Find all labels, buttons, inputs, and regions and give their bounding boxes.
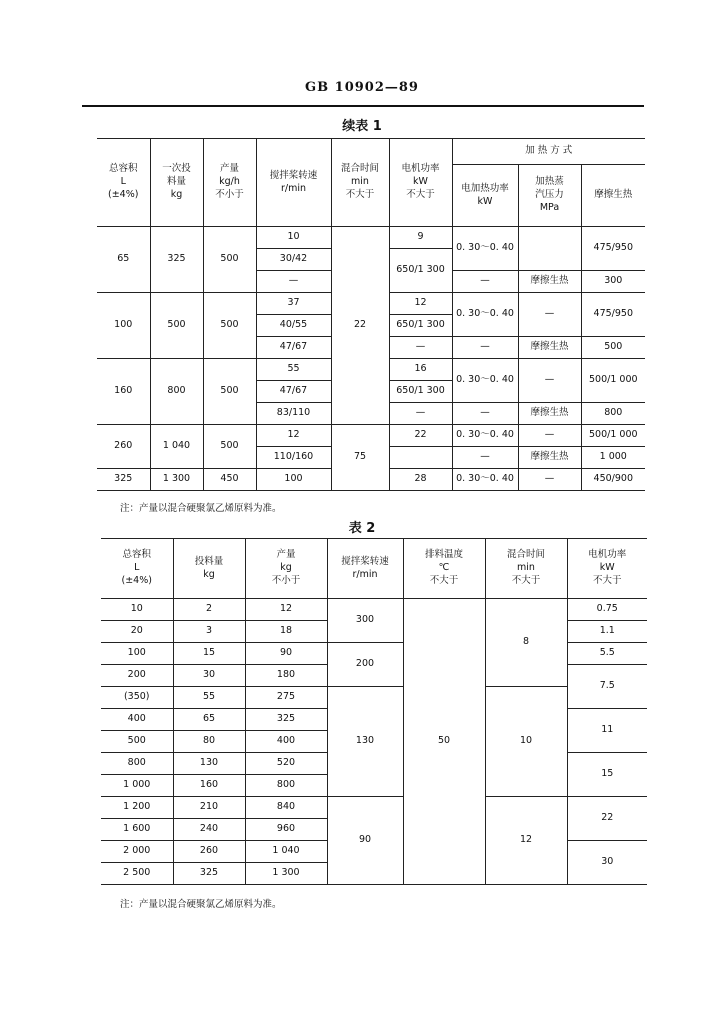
t1-speed: 83/110 xyxy=(256,403,331,425)
t2-motor: 15 xyxy=(567,753,647,797)
t1-electric: 0. 30～0. 40 xyxy=(452,227,518,271)
t2-mix-time: 10 xyxy=(485,687,567,797)
t1-steam: — xyxy=(518,359,581,403)
t1-motor: 28 xyxy=(389,469,452,491)
t2-volume: 1 000 xyxy=(101,775,173,797)
t2-output: 800 xyxy=(245,775,327,797)
t1-friction: 1 000 xyxy=(581,447,645,469)
t2-speed: 130 xyxy=(327,687,403,797)
t1-header-volume: 总容积 L (±4%) xyxy=(97,139,150,227)
t1-steam xyxy=(518,227,581,271)
t1-steam: 摩擦生热 xyxy=(518,447,581,469)
t2-output: 325 xyxy=(245,709,327,731)
t1-motor: 9 xyxy=(389,227,452,249)
t1-friction: 500/1 000 xyxy=(581,359,645,403)
t1-header-speed: 搅拌桨转速 r/min xyxy=(256,139,331,227)
t2-motor: 11 xyxy=(567,709,647,753)
t2-volume: 2 500 xyxy=(101,863,173,885)
t1-charge-65: 325 xyxy=(150,227,203,293)
t1-header-electric: 电加热功率 kW xyxy=(452,165,518,227)
t1-header-steam: 加热蒸 汽压力 MPa xyxy=(518,165,581,227)
t1-friction: 500/1 000 xyxy=(581,425,645,447)
t2-output: 180 xyxy=(245,665,327,687)
t1-friction: 450/900 xyxy=(581,469,645,491)
t1-speed: 47/67 xyxy=(256,381,331,403)
t1-output-160: 500 xyxy=(203,359,256,425)
t1-header-charge: 一次投 料量 kg xyxy=(150,139,203,227)
t1-charge-160: 800 xyxy=(150,359,203,425)
t2-output: 18 xyxy=(245,621,327,643)
t2-output: 1 300 xyxy=(245,863,327,885)
header-rule xyxy=(82,105,644,107)
t1-volume-325: 325 xyxy=(97,469,150,491)
t1-volume-100: 100 xyxy=(97,293,150,359)
t1-electric: — xyxy=(452,403,518,425)
t2-charge: 15 xyxy=(173,643,245,665)
t1-volume-260: 260 xyxy=(97,425,150,469)
t2-header-output: 产量 kg 不小于 xyxy=(245,539,327,599)
t2-motor: 5.5 xyxy=(567,643,647,665)
t1-charge-100: 500 xyxy=(150,293,203,359)
t1-speed: 37 xyxy=(256,293,331,315)
table1 xyxy=(97,138,645,491)
t1-motor: 16 xyxy=(389,359,452,381)
t2-volume: 800 xyxy=(101,753,173,775)
t1-output-260: 500 xyxy=(203,425,256,469)
t1-motor: 12 xyxy=(389,293,452,315)
t2-motor: 22 xyxy=(567,797,647,841)
t2-output: 275 xyxy=(245,687,327,709)
t2-header-motor: 电机功率 kW 不大于 xyxy=(567,539,647,599)
t1-speed: 30/42 xyxy=(256,249,331,271)
t2-charge: 325 xyxy=(173,863,245,885)
t1-steam: 摩擦生热 xyxy=(518,337,581,359)
t1-motor: 650/1 300 xyxy=(389,249,452,293)
t1-friction: 475/950 xyxy=(581,227,645,271)
t1-electric: 0. 30～0. 40 xyxy=(452,293,518,337)
t2-motor: 7.5 xyxy=(567,665,647,709)
table2-caption: 表 2 xyxy=(348,521,376,536)
t2-charge: 210 xyxy=(173,797,245,819)
t2-motor: 1.1 xyxy=(567,621,647,643)
t1-motor: 22 xyxy=(389,425,452,447)
t2-output: 12 xyxy=(245,599,327,621)
t2-motor: 30 xyxy=(567,841,647,885)
t1-speed: 110/160 xyxy=(256,447,331,469)
t2-volume: 10 xyxy=(101,599,173,621)
t2-volume: 1 200 xyxy=(101,797,173,819)
t1-friction: 500 xyxy=(581,337,645,359)
t2-header-mix-time: 混合时间 min 不大于 xyxy=(485,539,567,599)
t1-motor: — xyxy=(389,403,452,425)
t1-header-output: 产量 kg/h 不小于 xyxy=(203,139,256,227)
t1-speed: 10 xyxy=(256,227,331,249)
t1-steam: — xyxy=(518,469,581,491)
t1-steam: 摩擦生热 xyxy=(518,403,581,425)
standard-number: GB 10902—89 xyxy=(305,80,419,95)
t1-speed: 47/67 xyxy=(256,337,331,359)
t1-speed: — xyxy=(256,271,331,293)
t2-header-charge: 投料量 kg xyxy=(173,539,245,599)
t2-header-temp: 排料温度 ℃ 不大于 xyxy=(403,539,485,599)
t2-charge: 240 xyxy=(173,819,245,841)
t2-mix-time: 12 xyxy=(485,797,567,885)
t1-electric: — xyxy=(452,337,518,359)
t2-volume: 100 xyxy=(101,643,173,665)
t2-charge: 2 xyxy=(173,599,245,621)
t2-mix-time: 8 xyxy=(485,599,567,687)
t1-electric: 0. 30～0. 40 xyxy=(452,425,518,447)
t1-friction: 300 xyxy=(581,271,645,293)
t1-output-100: 500 xyxy=(203,293,256,359)
t1-motor: 650/1 300 xyxy=(389,315,452,337)
t1-speed: 55 xyxy=(256,359,331,381)
t1-speed: 100 xyxy=(256,469,331,491)
t2-volume: 20 xyxy=(101,621,173,643)
t1-motor: 650/1 300 xyxy=(389,381,452,403)
t2-charge: 30 xyxy=(173,665,245,687)
table2 xyxy=(101,538,647,885)
t2-charge: 130 xyxy=(173,753,245,775)
t1-header-heating: 加 热 方 式 xyxy=(452,139,645,165)
t2-output: 840 xyxy=(245,797,327,819)
table2-note: 注：产量以混合硬聚氯乙烯原料为准。 xyxy=(120,899,282,910)
t2-volume: 400 xyxy=(101,709,173,731)
t1-motor xyxy=(389,447,452,469)
t1-mix-time-22: 22 xyxy=(331,227,389,425)
t2-output: 400 xyxy=(245,731,327,753)
t2-output: 90 xyxy=(245,643,327,665)
t1-steam: 摩擦生热 xyxy=(518,271,581,293)
t1-friction: 475/950 xyxy=(581,293,645,337)
t2-speed: 300 xyxy=(327,599,403,643)
t2-volume: 500 xyxy=(101,731,173,753)
t1-electric: — xyxy=(452,447,518,469)
t1-header-motor: 电机功率 kW 不大于 xyxy=(389,139,452,227)
t2-charge: 65 xyxy=(173,709,245,731)
t1-charge-325: 1 300 xyxy=(150,469,203,491)
t2-output: 520 xyxy=(245,753,327,775)
t2-header-speed: 搅拌桨转速 r/min xyxy=(327,539,403,599)
t1-steam: — xyxy=(518,293,581,337)
t2-volume: (350) xyxy=(101,687,173,709)
t2-output: 1 040 xyxy=(245,841,327,863)
table1-note: 注：产量以混合硬聚氯乙烯原料为准。 xyxy=(120,503,282,514)
t2-header-volume: 总容积 L (±4%) xyxy=(101,539,173,599)
t2-motor: 0.75 xyxy=(567,599,647,621)
t1-output-325: 450 xyxy=(203,469,256,491)
t1-motor: — xyxy=(389,337,452,359)
t1-speed: 40/55 xyxy=(256,315,331,337)
t1-friction: 800 xyxy=(581,403,645,425)
t1-electric: — xyxy=(452,271,518,293)
t2-volume: 1 600 xyxy=(101,819,173,841)
t2-charge: 3 xyxy=(173,621,245,643)
t2-volume: 200 xyxy=(101,665,173,687)
t2-volume: 2 000 xyxy=(101,841,173,863)
t1-charge-260: 1 040 xyxy=(150,425,203,469)
t1-electric: 0. 30～0. 40 xyxy=(452,469,518,491)
t1-mix-time-75: 75 xyxy=(331,425,389,491)
t1-output-65: 500 xyxy=(203,227,256,293)
t1-volume-65: 65 xyxy=(97,227,150,293)
t2-output: 960 xyxy=(245,819,327,841)
t1-header-mix-time: 混合时间 min 不大于 xyxy=(331,139,389,227)
t2-charge: 80 xyxy=(173,731,245,753)
t1-volume-160: 160 xyxy=(97,359,150,425)
table1-caption: 续表 1 xyxy=(342,119,382,134)
t2-temp: 50 xyxy=(403,599,485,885)
t1-header-friction: 摩擦生热 xyxy=(581,165,645,227)
t1-electric: 0. 30～0. 40 xyxy=(452,359,518,403)
t2-charge: 55 xyxy=(173,687,245,709)
t1-speed: 12 xyxy=(256,425,331,447)
t2-speed: 90 xyxy=(327,797,403,885)
t2-charge: 260 xyxy=(173,841,245,863)
t2-charge: 160 xyxy=(173,775,245,797)
t2-speed: 200 xyxy=(327,643,403,687)
t1-steam: — xyxy=(518,425,581,447)
